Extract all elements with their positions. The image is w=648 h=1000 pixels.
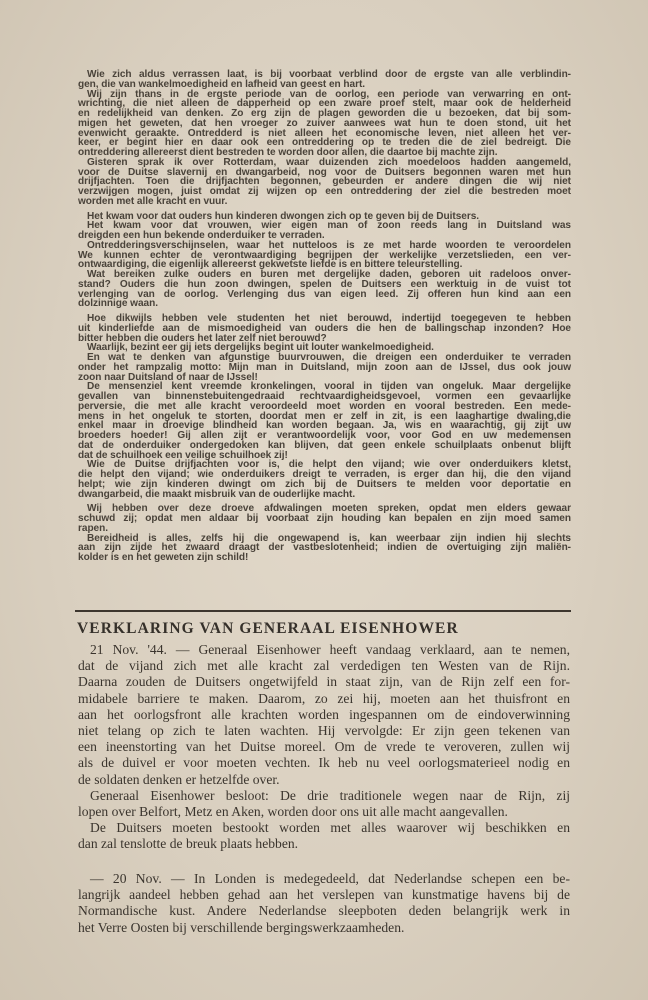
news-item — [78, 871, 570, 936]
text-line: Bereidheid is alles, zelfs hij die ongewapend is, kan weerbaar zijn indien hij slechts — [87, 532, 571, 544]
paragraph — [78, 314, 571, 343]
paragraph — [78, 460, 571, 499]
text-line: Wij hebben over deze droeve afdwalingen moeten spreken, opdat men elders gewaar — [87, 503, 571, 515]
text-line: We kunnen echter de verontwaardiging begrijpen der werkelijke verzetslieden, een ver- — [78, 249, 571, 261]
text-line: lopen over Belfort, Metz en Aken, worden door ons uit alle macht aangevallen. — [78, 804, 508, 820]
text-line: evenwicht geraakte. Ontredderd is niet alleen het economische leven, niet alleen het ver- — [78, 127, 571, 139]
text-line: verzwijgen mogen, juist omdat zij wijzen op een ontreddering der ziel die bestreden moet — [78, 186, 571, 197]
text-line: enkel maar in droevige blindheid kan worden begaan. Ja, wis en waarachtig, gij zijt uw — [78, 420, 571, 432]
text-line: broeders hoeder! Gij allen zijt er verantwoordelijk voor, voor God en uw medemensen — [78, 430, 571, 441]
text-line: dat de schuilhoek een veilige schuilhoek zij! — [78, 449, 288, 461]
section-heading: VERKLARING VAN GENERAAL EISENHOWER — [77, 620, 459, 637]
text-line: ontreddering allereerst dient bestreden te worden door allen, die daartoe bij machte zijn. — [78, 147, 498, 158]
text-line: niet telang op zich te laten wachten. Hij vervolgde: Er zijn geen tekenen van — [78, 723, 570, 739]
text-line: dat de vijand zich met alle kracht zal verdedigen ten Westen van de Rijn. — [78, 658, 570, 674]
text-line: als de duivel er voor moeten vechten. Ik heb nu veel oorlogsmaterieel nodig en — [78, 755, 570, 771]
text-line: aan zijn zijde het zwaard draagt der vastbeslotenheid; indien de overtuiging zijn maliën- — [78, 542, 571, 554]
text-line: het Verre Oosten bij verschillende bergingswerkzaamheden. — [78, 919, 405, 935]
text-line: uit kinderliefde aan de mismoedigheid van ouders die hen de ballingschap inzonden? Hoe — [78, 322, 571, 334]
text-line: Wij zijn thans in de ergste periode van de oorlog, een periode van verwarring en ont- — [87, 88, 571, 100]
paragraph — [78, 504, 571, 533]
text-line: drijfjachten. Toen die drijfjachten begonnen, gebeurden er andere dingen die wij niet — [78, 176, 571, 188]
text-line: — 20 Nov. — In Londen is medegedeeld, dat Nederlandse schepen een be- — [90, 871, 570, 886]
text-line: die helpt den vijand; wie onderduikers dreigt te verraden, is erger dan hij, die den vijand — [78, 469, 571, 480]
text-line: En wat te denken van afgunstige buurvrouwen, die dreigen een onderduiker te verraden — [87, 352, 571, 363]
text-line: aan het oorlogsfront alle krachten worden ingespannen om de eindoverwinning — [78, 706, 570, 722]
paragraph — [78, 70, 571, 90]
paragraph — [78, 353, 571, 382]
text-line: Wie de Duitse drijfjachten voor is, die helpt den vijand; wie over onderduikers kletst, — [87, 459, 571, 471]
text-line: dolzinnige waan. — [78, 298, 158, 310]
text-line: de soldaten denken er hetzelfde over. — [78, 771, 280, 787]
paragraph — [78, 158, 571, 207]
paragraph — [78, 241, 571, 270]
text-line: mens in het ongeluk te storten, doordat men er zelf in zit, is een laaghartige dwaling,die — [78, 410, 571, 422]
text-line: De Duitsers moeten bestookt worden met alles waarover wij beschikken en — [90, 820, 570, 836]
text-line: dwangarbeid, die maakt misbruik van de ouderlijke macht. — [78, 488, 356, 500]
text-line: dreigden een hun bekende onderduiker te verraden. — [78, 230, 325, 241]
text-line: stand? Ouders die hun zoon dwingen, spelen de Duitsers een werktuig in de vuist tot — [78, 278, 571, 290]
text-line: wrichting, die niet alleen de dapperheid op een zware proef stelt, maar ook de helderheid — [78, 98, 571, 110]
section-divider — [75, 610, 571, 612]
text-line: gen, die van wankelmoedigheid en lafheid van geest en hart. — [78, 78, 366, 90]
text-line: migen het geweten, dat hen vroeger zo zuiver aanwees wat hun te doen stond, uit het — [78, 117, 571, 129]
text-line: Generaal Eisenhower besloot: De drie traditionele wegen naar de Rijn, zij — [90, 787, 570, 803]
text-line: verlenging van de oorlog. Verlenging dus van eigen leed. Zij offeren hun kind aan een — [78, 288, 571, 300]
text-line: voor de Duitse slavernij en dwangarbeid, nog voor de Duitsers begonnen waren met hun — [78, 166, 571, 178]
text-line: langrijk aandeel hebben gehad aan het verslepen van kunstmatige havens bij de — [78, 887, 570, 903]
paragraph — [78, 221, 571, 241]
text-line: 21 Nov. '44. — Generaal Eisenhower heeft vandaag verklaard, aan te nemen, — [90, 642, 570, 657]
text-line: kolder is en het geweten zijn schild! — [78, 552, 249, 563]
text-line: schuwd zij; opdat men aldaar bij voorbaat zijn houding kan bepalen en zijn moed samen — [78, 513, 571, 524]
text-line: een ineenstorting van het Duitse moreel. Om de vrede te veroveren, zullen wij — [78, 739, 570, 755]
text-line: ontwaardiging, die eigenlijk allereerst gekwetste liefde is en bittere teleurstelling. — [78, 259, 463, 271]
text-line: rapen. — [78, 522, 108, 534]
text-line: Wat bereiken zulke ouders en buren met dergelijke daden, geboren uit radeloos onver- — [87, 269, 571, 280]
paragraph — [78, 820, 570, 852]
text-line: Het kwam voor dat ouders hun kinderen dwongen zich op te geven bij de Duitsers. — [87, 210, 480, 222]
text-line: Waarlijk, bezint eer gij iets dergelijks begint uit louter wankelmoedigheid. — [87, 342, 434, 354]
text-line: worden met alle kracht en vuur. — [78, 195, 228, 207]
text-line: perversie, die met alle kracht veroordeeld moet worden en vooral bestreden. Een mede- — [78, 400, 571, 412]
text-line: midabele barriere te maken. Daarom, zo zei hij, moeten aan het thuisfront en — [78, 690, 570, 706]
paragraph — [78, 382, 571, 460]
text-line: keer, er begint hier en daar ook een ontreddering op te treden die de ziel bedreigt. Die — [78, 137, 571, 149]
text-line: Normandische kust. Andere Nederlandse sleepboten deden belangrijk werk in — [78, 903, 570, 919]
eisenhower-statement — [78, 642, 570, 853]
paragraph — [78, 871, 570, 936]
text-line: onder het rampzalig motto: Mijn man in Duitsland, mijn zoon aan de IJssel, dus ook jouw — [78, 361, 571, 373]
article-body — [78, 70, 571, 563]
paragraph — [78, 642, 570, 788]
text-line: Wie zich aldus verrassen laat, is bij voorbaat verblind door de ergste van alle verblindin- — [87, 69, 571, 80]
text-line: en redelijkheid van denken. Zo erg zijn de plagen geworden die u bezoeken, dat bij som- — [78, 108, 571, 119]
text-line: De mensenziel kent vreemde kronkelingen, vooral in tijden van ongeluk. Maar dergelijke — [87, 381, 571, 393]
text-line: Gisteren sprak ik over Rotterdam, waar duizenden zich moedeloos hadden aangemeld, — [87, 156, 571, 168]
text-line: Daarna zouden de Duitsers ongetwijfeld in staat zijn, van de Rijn zelf een for- — [78, 674, 570, 690]
paragraph — [78, 534, 571, 563]
text-line: helpt; wie zijn kinderen dwingt om zich bij de Duitsers te melden voor deportatie en — [78, 478, 571, 490]
paragraph — [78, 270, 571, 309]
paragraph — [78, 90, 571, 158]
text-line: gevallen van binnenstebuitengedraaid rechtvaardigheidsgevoel, vormen een gevaarlijke — [78, 391, 571, 402]
text-line: zoon naar Duitsland of naar de IJssel! — [78, 371, 258, 383]
text-line: dan zal tenslotte de breuk plaats hebben. — [78, 836, 299, 852]
text-line: Ontredderingsverschijnselen, waar het nutteloos is ze met harde woorden te veroordelen — [87, 239, 571, 251]
paragraph — [78, 788, 570, 820]
text-line: dat de onderduiker ondergedoken kan blijven, dat geen enkele schuilplaats onbenut blijft — [78, 439, 571, 451]
text-line: Hoe dikwijls hebben vele studenten het niet berouwd, indertijd toegegeven te hebben — [87, 313, 571, 324]
text-line: bitter hebben die ouders het later zelf niet berouwd? — [78, 332, 327, 344]
text-line: Het kwam voor dat vrouwen, wier eigen man of zoon reeds lang in Duitsland was — [87, 220, 571, 232]
